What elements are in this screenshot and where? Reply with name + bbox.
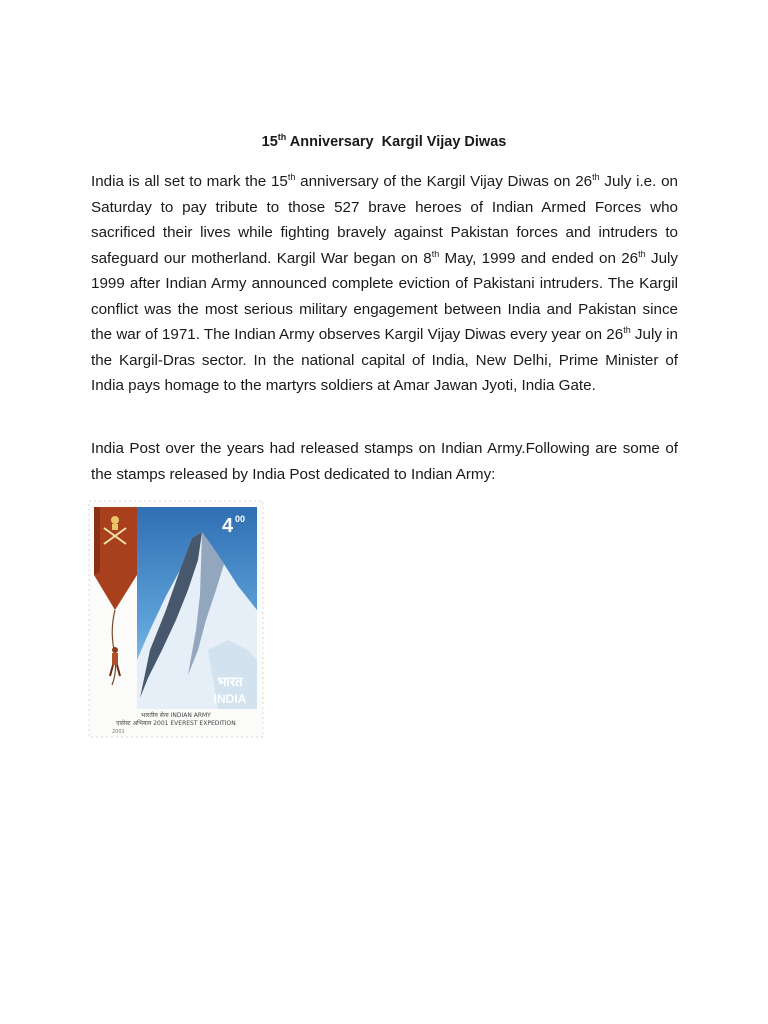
stamp-year: 2001 <box>112 729 125 735</box>
stamp-country: INDIA <box>213 692 247 706</box>
banner-shade <box>94 507 100 575</box>
para1-sup-3: th <box>431 248 440 259</box>
stamp-caption-line2: एवरेस्ट अभियान 2001 EVEREST EXPEDITION <box>116 720 236 727</box>
stamp-caption-line1: भारतीय सेना INDIAN ARMY <box>141 712 211 719</box>
para1-text-1: India is all set to mark the 15 <box>91 173 288 190</box>
title-ordinal: 15 <box>261 134 278 150</box>
para1-text-3: July i.e. on Saturday to pay tribute to those 527 brave heroes of Indian Armed Forces who sacrificed their lives while fighting bravely against Pakistan forces and intruders to safeguard our motherland. Kargil War began on 8 <box>91 173 678 267</box>
para1-text-4: May, 1999 and ended on 26 <box>439 249 639 267</box>
title-text: Anniversary Kargil Vijay Diwas <box>286 134 507 150</box>
stamp-image <box>88 500 264 738</box>
page-title <box>0 131 768 153</box>
para1-sup-4: th <box>638 248 646 259</box>
paragraph-kargil-war <box>91 169 678 399</box>
para1-sup-5: th <box>623 324 631 335</box>
para1-text-6: July in the Kargil-Dras sector. In the national capital of India, New Delhi, Prime Minister of India pays homage to the martyrs soldiers at Amar Jawan Jyoti, India Gate. <box>91 326 678 394</box>
para1-text-2: anniversary of the Kargil Vijay Diwas on 26 <box>295 173 593 190</box>
stamp-denomination-decimals: 00 <box>235 514 246 524</box>
stamp-country-hindi: भारत <box>217 675 243 690</box>
title-ordinal-suffix: th <box>277 132 287 143</box>
paragraph-india-post: India Post over the years had released stamps on Indian Army.Following are some of the stamps released by India Post dedicated to Indian Army: <box>91 440 678 483</box>
para1-sup-2: th <box>592 171 600 182</box>
everest-expedition-stamp <box>88 500 264 738</box>
stamp-denomination: 4 <box>222 515 234 537</box>
para1-sup-1: th <box>287 171 296 182</box>
para1-text-5: July 1999 after Indian Army announced complete eviction of Pakistani intruders. The Kargil conflict was the most serious military engagement between India and Pakistan since the war of 1971. The Indian Army observes Kargil Vijay Diwas every year on 26 <box>91 249 678 343</box>
